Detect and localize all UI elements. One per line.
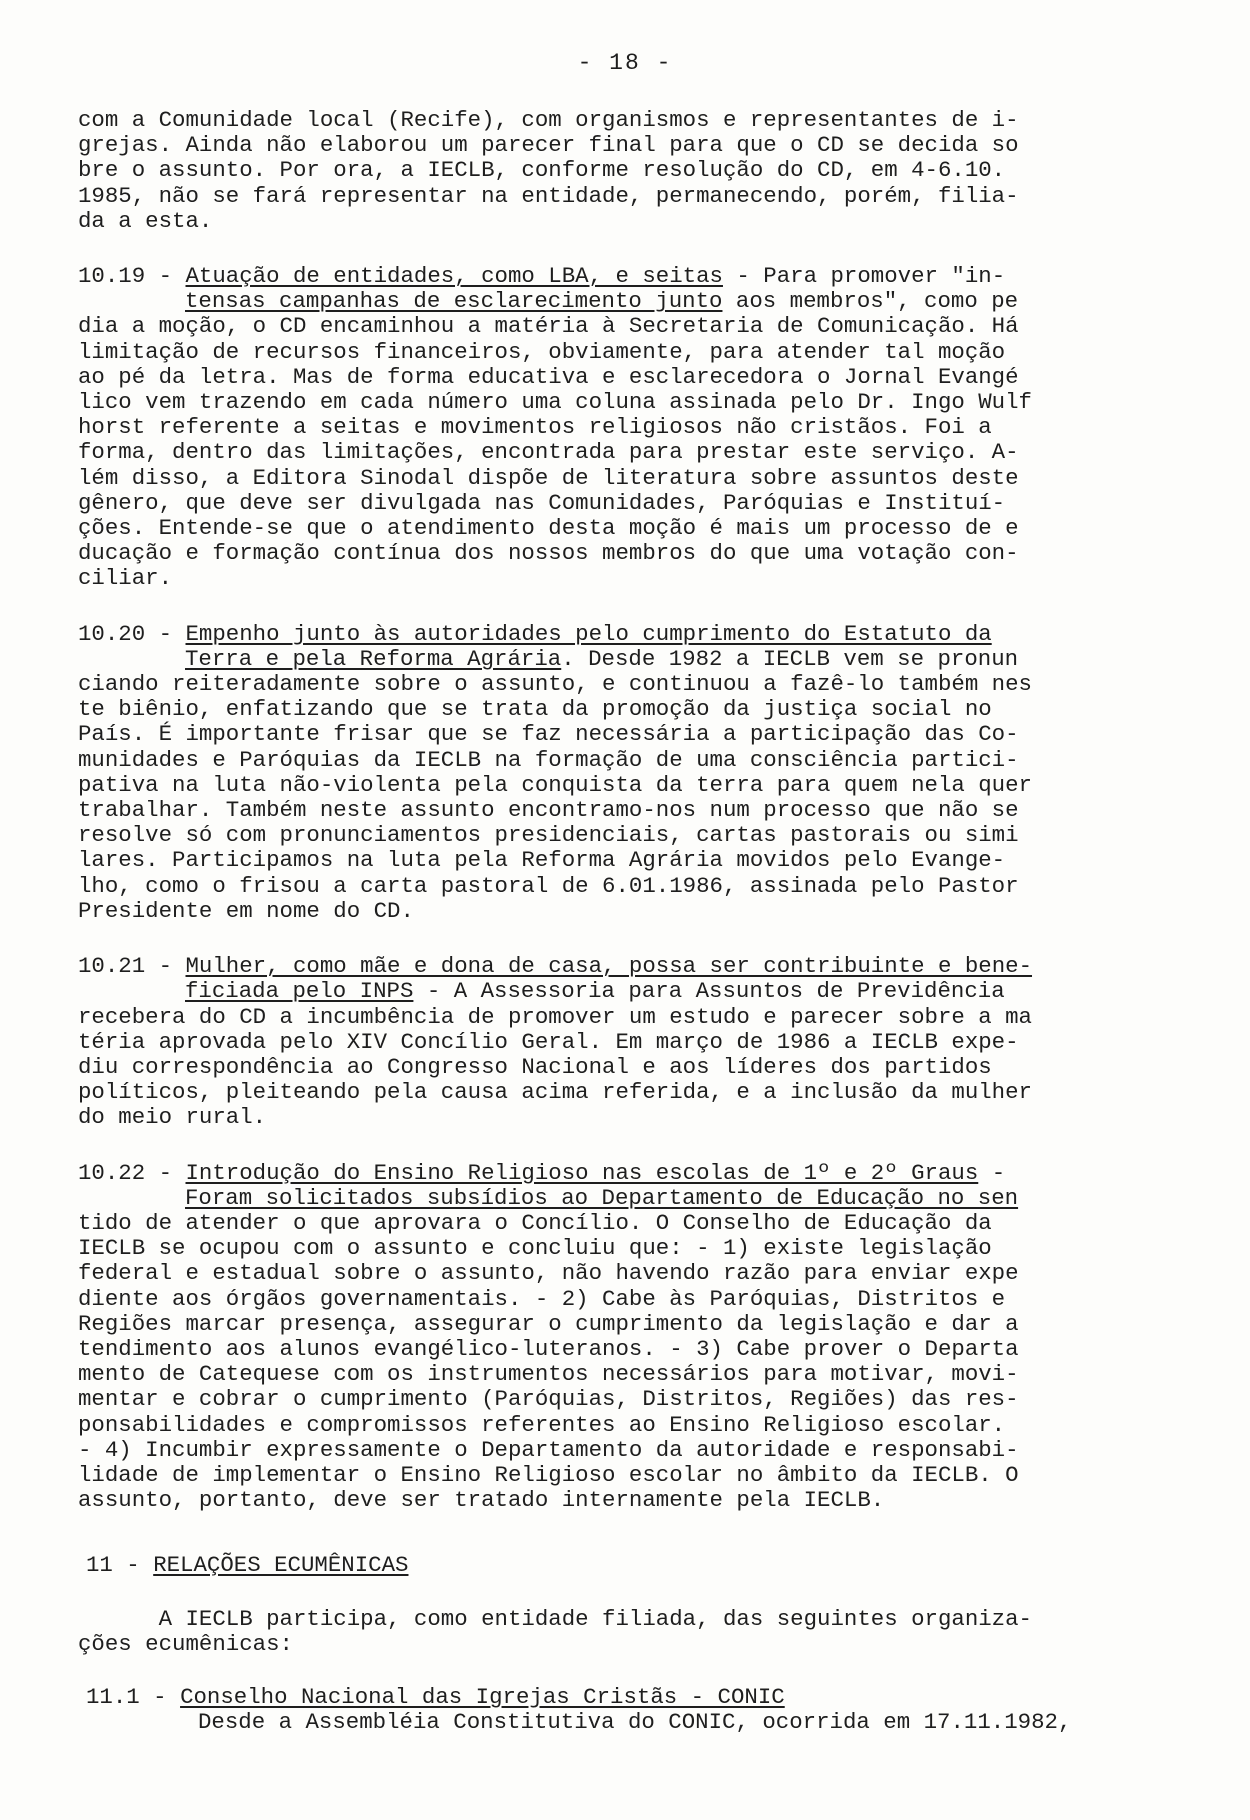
item-heading: [78, 622, 1168, 647]
text-line: País. É importante frisar que se faz necessária a participação das Co-: [78, 721, 1019, 748]
text-line: ducação e formação contínua dos nossos membros do que uma votação con-: [78, 540, 1019, 567]
item-number: 10.19 -: [78, 263, 186, 290]
subsection-heading: [86, 1685, 1168, 1710]
item-title-rest: Foram solicitados subsídios ao Departamento de Educação no sen: [185, 1184, 1019, 1211]
text-line: ponsabilidades e compromissos referentes ao Ensino Religioso escolar.: [78, 1411, 1006, 1438]
item-title-rest: - Para promover "in-: [722, 263, 1006, 290]
text-line: te biênio, enfatizando que se trata da promoção da justiça social no: [78, 696, 992, 723]
item-number: 10.21 -: [78, 953, 186, 980]
item-title: Atuação de entidades, como LBA, e seitas: [185, 263, 723, 290]
text-line: resolve só com pronunciamentos presidenciais, cartas pastorais ou simi: [78, 822, 1019, 849]
item-10-21: [78, 954, 1168, 1130]
item-10-22: [78, 1161, 1168, 1514]
text-line: federal e estadual sobre o assunto, não havendo razão para enviar expe: [78, 1260, 1019, 1287]
text-line: ções. Entende-se que o atendimento desta moção é mais um processo de e: [78, 515, 1019, 542]
item-heading: [78, 264, 1168, 289]
text-line: dia a moção, o CD encaminhou a matéria à Secretaria de Comunicação. Há: [78, 313, 1019, 340]
text-line: com a Comunidade local (Recife), com organismos e representantes de i-: [78, 107, 1019, 133]
item-title: tensas campanhas de esclarecimento junto: [185, 288, 723, 315]
text-line: limitação de recursos financeiros, obviamente, para atender tal moção: [78, 338, 1006, 365]
subsection-11-1: [78, 1685, 1168, 1735]
page-number: - 18 -: [577, 50, 673, 76]
item-heading-cont: [78, 647, 1168, 672]
item-title: Mulher, como mãe e dona de casa, possa ser contribuinte e bene-: [185, 953, 1033, 980]
section-11-intro: [78, 1607, 1168, 1657]
item-10-20: [78, 622, 1168, 924]
text-line: lém disso, a Editora Sinodal dispõe de literatura sobre assuntos deste: [78, 464, 1019, 491]
text-line: da a esta.: [78, 207, 213, 234]
text-line: IECLB se ocupou com o assunto e concluiu que: - 1) existe legislação: [78, 1235, 992, 1262]
text-line: grejas. Ainda não elaborou um parecer final para que o CD se decida so: [78, 132, 1019, 159]
item-title-rest: aos membros", como pe: [722, 288, 1019, 315]
text-line: assunto, portanto, deve ser tratado internamente pela IECLB.: [78, 1487, 885, 1514]
text-line: téria aprovada pelo XIV Concílio Geral. Em março de 1986 a IECLB expe-: [78, 1028, 1019, 1055]
item-title: ficiada pelo INPS: [185, 978, 414, 1005]
section-heading: [86, 1553, 1168, 1578]
text-line: gênero, que deve ser divulgada nas Comunidades, Paróquias e Instituí-: [78, 489, 1006, 516]
text-line: diu correspondência ao Congresso Nacional e aos líderes dos partidos: [78, 1053, 992, 1080]
text-line: ciando reiteradamente sobre o assunto, e continuou a fazê-lo também nes: [78, 671, 1032, 698]
text-line: tido de atender o que aprovara o Concílio. O Conselho de Educação da: [78, 1209, 992, 1236]
text-line: mentar e cobrar o cumprimento (Paróquias, Distritos, Regiões) das res-: [78, 1386, 1019, 1413]
text-line: lares. Participamos na luta pela Reforma Agrária movidos pelo Evange-: [78, 847, 1006, 874]
text-line: políticos, pleiteando pela causa acima referida, e a inclusão da mulher: [78, 1079, 1032, 1106]
text-line: lidade de implementar o Ensino Religioso escolar no âmbito da IECLB. O: [78, 1461, 1019, 1488]
item-title-rest: -: [978, 1159, 1006, 1186]
text-line: Desde a Assembléia Constitutiva do CONIC, ocorrida em 17.11.1982,: [198, 1709, 1072, 1736]
subsection-number: 11.1 -: [86, 1683, 181, 1710]
item-10-19: [78, 264, 1168, 592]
text-line: recebera do CD a incumbência de promover um estudo e parecer sobre a ma: [78, 1003, 1032, 1030]
item-heading: [78, 954, 1168, 979]
item-heading-cont: [78, 1186, 1168, 1211]
section-11-heading: [78, 1553, 1168, 1578]
text-line: ao pé da letra. Mas de forma educativa e esclarecedora o Jornal Evangé: [78, 363, 1019, 390]
text-line: pativa na luta não-violenta pela conquista da terra para quem nela quer: [78, 771, 1032, 798]
item-heading-cont: [78, 979, 1168, 1004]
text-line: - 4) Incumbir expressamente o Departamento da autoridade e responsabi-: [78, 1436, 1019, 1463]
text-line: 1985, não se fará representar na entidade, permanecendo, porém, filia-: [78, 182, 1019, 209]
item-title: Introdução do Ensino Religioso nas escolas de 1º e 2º Graus: [185, 1159, 979, 1186]
text-line: tendimento aos alunos evangélico-luteranos. - 3) Cabe prover o Departa: [78, 1335, 1019, 1362]
item-number: 10.22 -: [78, 1159, 186, 1186]
text-line: trabalhar. Também neste assunto encontramo-nos num processo que não se: [78, 797, 1019, 824]
intro-paragraph: [78, 108, 1168, 234]
text-line: mento de Catequese com os instrumentos necessários para motivar, movi-: [78, 1361, 1019, 1388]
text-line: do meio rural.: [78, 1104, 267, 1131]
item-title-rest: - A Assessoria para Assuntos de Previdência: [413, 978, 1005, 1005]
text-line: diente aos órgãos governamentais. - 2) Cabe às Paróquias, Distritos e: [78, 1285, 1006, 1312]
item-number: 10.20 -: [78, 620, 186, 647]
text-line: bre o assunto. Por ora, a IECLB, conforme resolução do CD, em 4-6.10.: [78, 157, 1006, 184]
section-title: RELAÇÕES ECUMÊNICAS: [153, 1552, 409, 1579]
text-line: lico vem trazendo em cada número uma coluna assinada pelo Dr. Ingo Wulf: [78, 389, 1032, 416]
item-heading: [78, 1161, 1168, 1186]
text-line: horst referente a seitas e movimentos religiosos não cristãos. Foi a: [78, 414, 992, 441]
text-line: Presidente em nome do CD.: [78, 897, 414, 924]
text-line: ções ecumênicas:: [78, 1630, 293, 1657]
text-line: forma, dentro das limitações, encontrada para prestar este serviço. A-: [78, 439, 1019, 466]
item-heading-cont: [78, 289, 1168, 314]
text-line: A IECLB participa, como entidade filiada, das seguintes organiza-: [78, 1605, 1032, 1632]
item-title: Empenho junto às autoridades pelo cumprimento do Estatuto da: [185, 620, 992, 647]
text-line: ciliar.: [78, 565, 173, 592]
document-body: [78, 108, 1168, 1735]
text-line: Regiões marcar presença, assegurar o cumprimento da legislação e dar a: [78, 1310, 1019, 1337]
text-line: munidades e Paróquias da IECLB na formação de uma consciência partici-: [78, 746, 1019, 773]
item-title-rest: . Desde 1982 a IECLB vem se pronun: [561, 645, 1019, 672]
subsection-title: Conselho Nacional das Igrejas Cristãs - CONIC: [180, 1683, 785, 1710]
section-number: 11 -: [86, 1552, 154, 1579]
item-title: Terra e pela Reforma Agrária: [185, 645, 562, 672]
text-line: lho, como o frisou a carta pastoral de 6.01.1986, assinada pelo Pastor: [78, 872, 1019, 899]
